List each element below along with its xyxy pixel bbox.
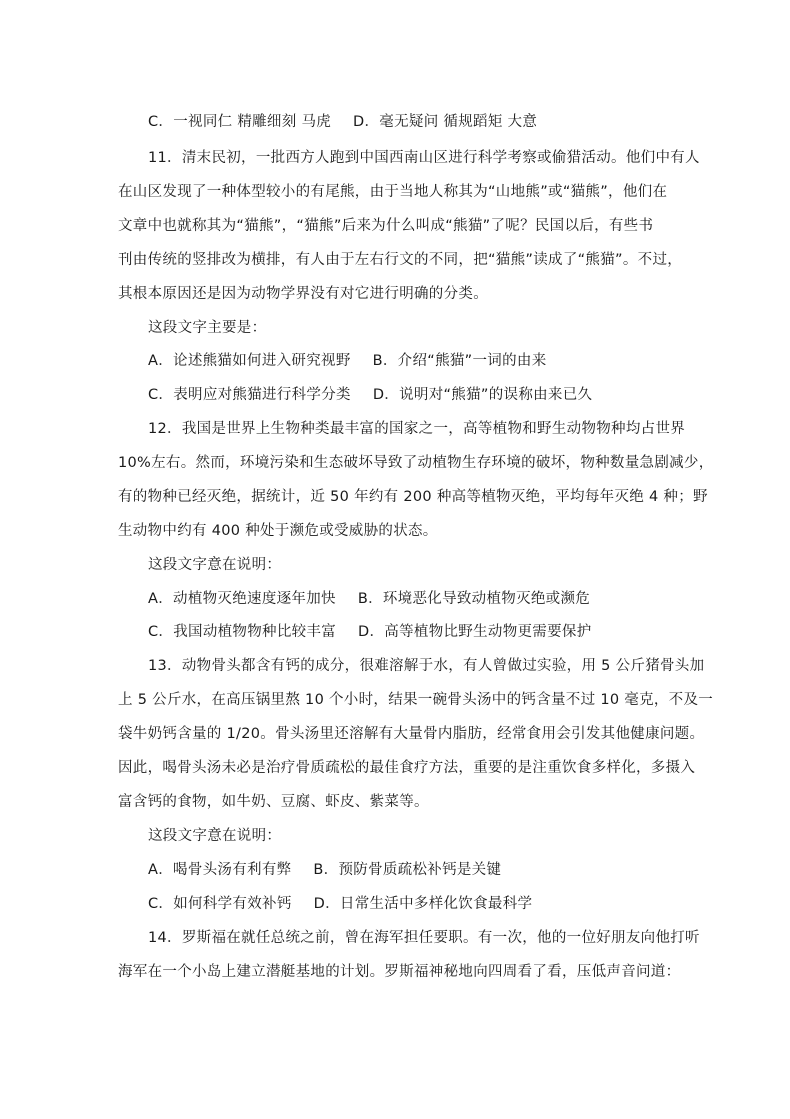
q10-options-cd: [148, 112, 537, 132]
q12-options-ab: [148, 589, 590, 609]
q12-line-1: 12．我国是世界上生物种类最丰富的国家之一，高等植物和野生动物物种均占世界: [148, 421, 686, 437]
q13-prompt: 这段文字意在说明：: [148, 828, 282, 844]
q13-line-2: 上 5 公斤水，在高压锅里熬 10 个小时，结果一碗骨头汤中的钙含量不过 10 毫克，不及一: [118, 692, 714, 708]
q11-option-a: A．论述熊猫如何进入研究视野: [148, 353, 351, 369]
q11-line-4: 刊由传统的竖排改为横排，有人由于左右行文的不同，把“猫熊”读成了“熊猫”。不过，: [118, 252, 683, 268]
q11-line-2: 在山区发现了一种体型较小的有尾熊，由于当地人称其为“山地熊”或“猫熊”，他们在: [118, 184, 668, 200]
q13-line-5: 富含钙的食物，如牛奶、豆腐、虾皮、紫菜等。: [118, 794, 429, 810]
q12-line-3: 有的物种已经灭绝，据统计，近 50 年约有 200 种高等植物灭绝，平均每年灭绝 4 种；野: [118, 489, 708, 505]
q13-options-cd: [148, 894, 532, 914]
q11-option-c: C．表明应对熊猫进行科学分类: [148, 387, 351, 403]
q11-line-3: 文章中也就称其为“猫熊”，“猫熊”后来为什么叫成“熊猫”了呢？民国以后，有些书: [118, 218, 654, 234]
q13-line-3: 袋牛奶钙含量的 1/20。骨头汤里还溶解有大量骨内脂肪，经常食用会引发其他健康问题。: [118, 726, 705, 742]
q11-line-1: 11．清末民初，一批西方人跑到中国西南山区进行科学考察或偷猎活动。他们中有人: [148, 150, 700, 166]
q12-option-d: D．高等植物比野生动物更需要保护: [358, 624, 592, 640]
q11-line-5: 其根本原因还是因为动物学界没有对它进行明确的分类。: [118, 286, 488, 302]
q12-prompt: 这段文字意在说明：: [148, 557, 282, 573]
q13-option-a: A．喝骨头汤有利有弊: [148, 862, 292, 878]
q14-line-2: 海军在一个小岛上建立潜艇基地的计划。罗斯福神秘地向四周看了看，压低声音问道：: [118, 964, 681, 980]
q13-options-ab: [148, 860, 501, 880]
q11-options-ab: [148, 351, 547, 371]
q13-line-1: 13．动物骨头都含有钙的成分，很难溶解于水，有人曾做过实验，用 5 公斤猪骨头加: [148, 658, 705, 674]
q14-line-1: 14．罗斯福在就任总统之前，曾在海军担任要职。有一次，他的一位好朋友向他打听: [148, 930, 700, 946]
q13-option-b: B．预防骨质疏松补钙是关键: [313, 862, 502, 878]
q11-option-d: D．说明对“熊猫”的误称由来已久: [372, 387, 593, 403]
q12-option-c: C．我国动植物物种比较丰富: [148, 624, 337, 640]
q13-option-d: D．日常生活中多样化饮食最科学: [313, 896, 533, 912]
q12-line-4: 生动物中约有 400 种处于濒危或受威胁的状态。: [118, 523, 438, 539]
q10-option-d: D．毫无疑问 循规蹈矩 大意: [353, 114, 538, 130]
q11-options-cd: [148, 385, 592, 405]
q11-option-b: B．介绍“熊猫”一词的由来: [372, 353, 547, 369]
q13-line-4: 因此，喝骨头汤未必是治疗骨质疏松的最佳食疗方法，重要的是注重饮食多样化，多摄入: [118, 760, 696, 776]
q12-line-2: 10%左右。然而，环境污染和生态破坏导致了动植物生存环境的破坏，物种数量急剧减少，: [118, 455, 714, 471]
q11-prompt: 这段文字主要是：: [148, 320, 267, 336]
q13-option-c: C．如何科学有效补钙: [148, 896, 292, 912]
q10-option-c: C．一视同仁 精雕细刻 马虎: [148, 114, 332, 130]
q12-options-cd: [148, 622, 592, 642]
q12-option-b: B．环境恶化导致动植物灭绝或濒危: [357, 591, 591, 607]
q12-option-a: A．动植物灭绝速度逐年加快: [148, 591, 336, 607]
